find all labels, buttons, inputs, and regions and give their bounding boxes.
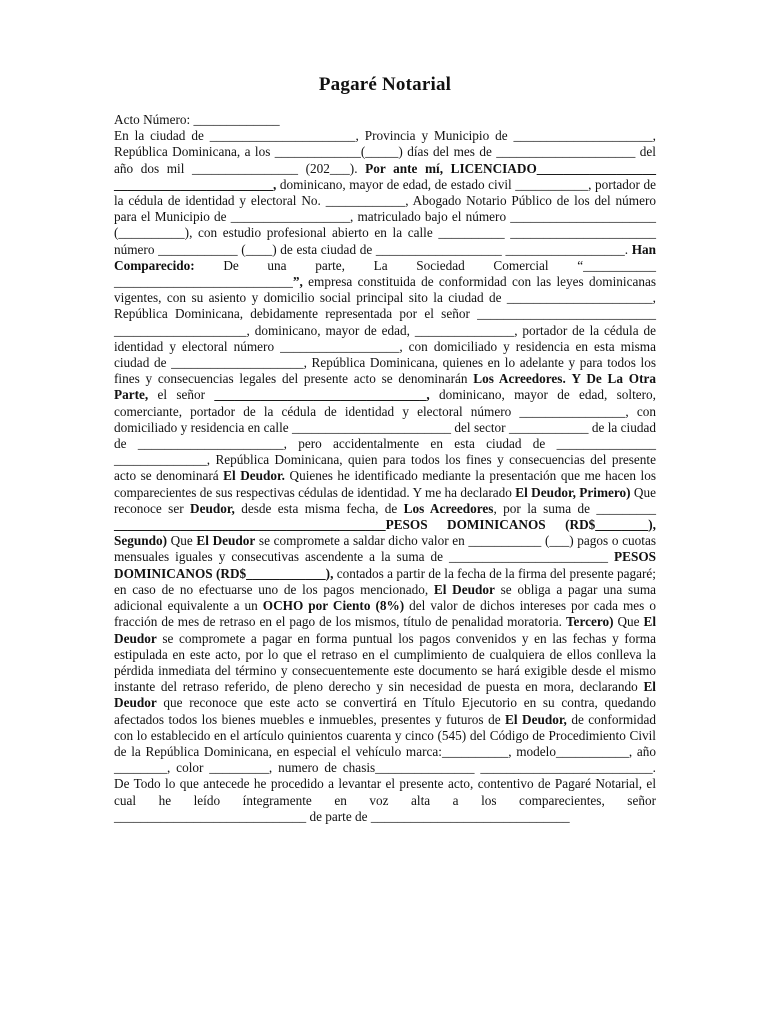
text-run: Que <box>167 533 197 549</box>
text-run: de conformidad con lo establecido en el artículo quinientos cuarenta y cinco (545) del Código de Procedimiento Civil de la República Dominicana, en especial el vehículo marca:__________, modelo___________, año ________, color _________, numero de chasis_______________ __________________________. De Todo lo que antecede he procedido a levantar el presente acto, contentivo de Pagaré Notarial, el cual he leído íntegramente en voz alta a los comparecientes, señor _____________________________ de parte de ______________________________ <box>114 711 656 824</box>
bold-text-run: Deudor, <box>190 500 235 516</box>
bold-text-run: Y De La Otra Parte, <box>114 371 656 403</box>
text-run: Que reconoce ser <box>114 484 656 516</box>
document-title: Pagaré Notarial <box>318 74 452 95</box>
text-run: empresa constituida de conformidad con las leyes dominicanas vigentes, con su asiento y domicilio social principal sito la ciudad de ______________________, República Dominicana, debidamente representada por el señor ___________________________ ____________________, dominicano, mayor de edad, _______________, portador de la cédula de identidad y electoral número __________________, con domiciliado y residencia en esta misma ciudad de ____________________, República Dominicana, quienes en lo adelante y para todos los fines y consecuencias legales del presente acto se denominarán <box>114 274 656 387</box>
text-run: del valor de dichos intereses por cada mes o fracción de mes de retraso en el pago de los mismos, título de penalidad moratoria. <box>114 598 656 630</box>
text-run: , por la suma de _________ <box>493 500 656 516</box>
bold-text-run: El Deudor <box>114 679 656 711</box>
text-run: desde esta misma fecha, de <box>234 500 404 516</box>
bold-text-run: _________________________________________PESOS DOMINICANOS (RD$________), Segundo) <box>114 517 656 549</box>
text-run: se compromete a pagar en forma puntual los pagos convenidos y en las fechas y forma estipulada en este acto, por lo que el retraso en el cumplimiento de cualquiera de ellos conlleva la pérdida inmediata del término y consecuentemente este documento se hará exigible desde el mismo instante del retraso referido, de pleno derecho y sin necesidad de puesta en mora, declarando <box>114 630 656 695</box>
text-run: De una parte, La Sociedad Comercial “___________ ___________________________ <box>114 257 656 290</box>
bold-text-run: Han Comparecido: <box>114 241 656 273</box>
text-run: En la ciudad de ______________________, Provincia y Municipio de _____________________, República Dominicana, a los _____________(_____) días del mes de _____________________ del año dos mil ________________ (202___). <box>114 128 656 176</box>
bold-text-run: Los Acreedores <box>403 500 494 516</box>
bold-text-run: ________________________________, <box>214 387 430 403</box>
text-run: Que <box>613 614 644 630</box>
document-body <box>114 112 656 825</box>
bold-text-run: El Deudor, Primero) <box>515 484 631 500</box>
text-run: que reconoce que este acto se convertirá en Título Ejecutorio en su contra, quedando afectados todos los bienes muebles e inmuebles, presentes y futuros de <box>114 695 656 727</box>
bold-text-run: OCHO por Ciento (8%) <box>262 598 405 614</box>
text-run: se compromete a saldar dicho valor en ___________ (___) pagos o cuotas mensuales iguales y consecutivas ascendente a la suma de ________________________ <box>114 533 656 565</box>
text-run: Quienes he identificado mediante la presentación que me hacen los comparecientes de sus respectivas cédulas de identidad. Y me ha declarado <box>114 468 657 500</box>
bold-text-run: El Deudor <box>433 581 495 597</box>
text-run: dominicano, mayor de edad, de estado civil ___________, portador de la cédula de identidad y electoral No. ____________, Abogado Notario Público de los del número para el Municipio de __________________, matriculado bajo el número ______________________ (__________), con estudio profesional abierto en la calle __________ ______________________ número ____________ (____) de esta ciudad de ___________________ __________________. <box>114 176 656 257</box>
bold-text-run: PESOS DOMINICANOS (RD$____________), <box>114 549 656 581</box>
bold-text-run: El Deudor. <box>223 468 285 484</box>
bold-text-run: Los Acreedores. <box>473 371 566 387</box>
text-run: se obliga a pagar una suma adicional equivalente a un <box>114 581 657 614</box>
text-run: contados a partir de la fecha de la firma del presente pagaré; en caso de no efectuarse uno de los pagos mencionado, <box>114 565 656 597</box>
bold-text-run: ”, <box>292 274 303 290</box>
bold-text-run: Por ante mí, LICENCIADO__________________ ________________________, <box>114 160 657 192</box>
bold-text-run: El Deudor <box>196 533 256 549</box>
text-run: dominicano, mayor de edad, soltero, comerciante, portador de la cédula de identidad y electoral número ________________, con domiciliado y residencia en calle ________________________ del sector ____________ de la ciudad de ______________________, pero accidentalmente en esta ciudad de _______________ ______________, República Dominicana, quien para todos los fines y consecuencias del presente acto se denominará <box>114 387 656 484</box>
acto-number-line: Acto Número: _____________ <box>114 112 280 127</box>
main-paragraph <box>114 128 656 825</box>
bold-text-run: El Deudor, <box>505 711 567 727</box>
bold-text-run: Tercero) <box>565 614 614 630</box>
text-run: el señor <box>148 387 215 403</box>
bold-text-run: El Deudor <box>114 614 657 646</box>
